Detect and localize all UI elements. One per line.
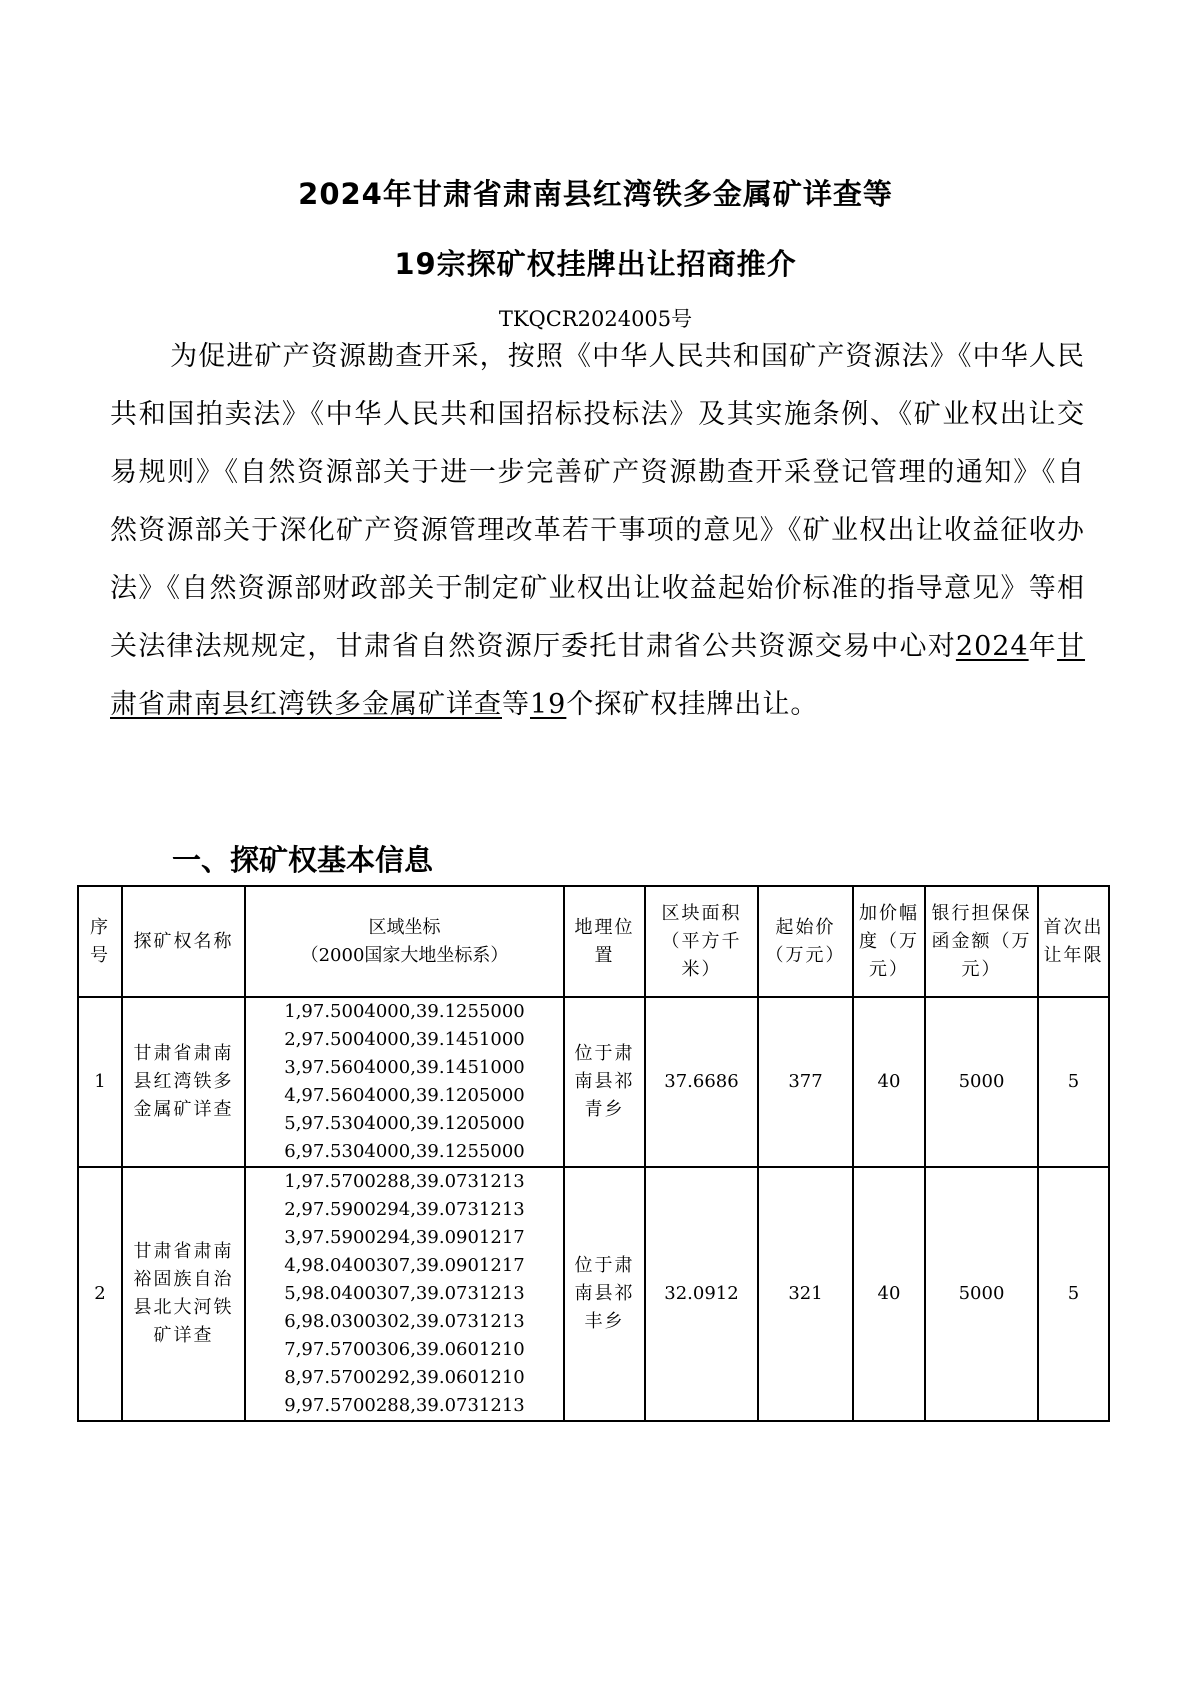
coord-line: 4,98.0400307,39.0901217 (284, 1255, 525, 1276)
cell-name: 甘肃省肃南县红湾铁多金属矿详查 (122, 997, 245, 1167)
coord-line: 1,97.5004000,39.1255000 (284, 1001, 525, 1022)
coord-line: 5,97.5304000,39.1205000 (284, 1113, 525, 1134)
cell-area: 32.0912 (645, 1167, 758, 1421)
coord-line: 9,97.5700288,39.0731213 (284, 1395, 525, 1416)
table-row (78, 1167, 1109, 1421)
intro-text-part1: 为促进矿产资源勘查开采，按照《中华人民共和国矿产资源法》《中华人民共和国拍卖法》《中华人民共和国招标投标法》及其实施条例、《矿业权出让交易规则》《自然资源部关于进一步完善矿产资源勘查开采登记管理的通知》《自然资源部关于深化矿产资源管理改革若干事项的意见》《矿业权出让收益征收办法》《自然资源部财政部关于制定矿业权出让收益起始价标准的指导意见》等相关法律法规规定，甘肃省自然资源厅委托甘肃省公共资源交易中心对 (110, 341, 1085, 662)
coord-line: 8,97.5700292,39.0601210 (284, 1367, 525, 1388)
coord-line: 1,97.5700288,39.0731213 (284, 1171, 525, 1192)
intro-text-part2: 年 (1028, 631, 1058, 662)
intro-text-part3: 等 (502, 689, 530, 720)
cell-coords (245, 997, 564, 1167)
cell-term: 5 (1038, 997, 1109, 1167)
intro-count: 19 (530, 689, 567, 720)
document-number: TKQCR2024005号 (498, 307, 693, 331)
cell-location: 位于肃南县祁丰乡 (564, 1167, 645, 1421)
table-row (78, 997, 1109, 1167)
coord-line: 4,97.5604000,39.1205000 (284, 1085, 525, 1106)
cell-increment: 40 (853, 997, 925, 1167)
header-location: 地理位置 (564, 886, 645, 997)
header-coords-line1: 区域坐标 (368, 916, 441, 938)
coord-line: 3,97.5900294,39.0901217 (284, 1227, 525, 1248)
intro-year: 2024 (955, 631, 1029, 662)
header-term: 首次出让年限 (1038, 886, 1109, 997)
cell-coords (245, 1167, 564, 1421)
coord-line: 2,97.5900294,39.0731213 (284, 1199, 525, 1220)
cell-guarantee: 5000 (925, 1167, 1038, 1421)
header-increment: 加价幅度（万元） (853, 886, 925, 997)
coord-line: 5,98.0400307,39.0731213 (284, 1283, 525, 1304)
mining-rights-table (77, 885, 1110, 1422)
cell-increment: 40 (853, 1167, 925, 1421)
cell-name: 甘肃省肃南裕固族自治县北大河铁矿详查 (122, 1167, 245, 1421)
coord-line: 3,97.5604000,39.1451000 (284, 1057, 525, 1078)
cell-guarantee: 5000 (925, 997, 1038, 1167)
cell-seq: 2 (78, 1167, 122, 1421)
cell-area: 37.6686 (645, 997, 758, 1167)
coord-line: 6,97.5304000,39.1255000 (284, 1141, 525, 1162)
cell-seq: 1 (78, 997, 122, 1167)
document-title-line1: 2024年甘肃省肃南县红湾铁多金属矿详查等 (298, 177, 893, 211)
cell-term: 5 (1038, 1167, 1109, 1421)
cell-location: 位于肃南县祁青乡 (564, 997, 645, 1167)
intro-text-part4: 个探矿权挂牌出让。 (566, 689, 819, 720)
header-name: 探矿权名称 (122, 886, 245, 997)
cell-start-price: 377 (758, 997, 853, 1167)
intro-paragraph (110, 328, 1085, 734)
section-heading: 一、探矿权基本信息 (172, 843, 434, 877)
coord-line: 7,97.5700306,39.0601210 (284, 1339, 525, 1360)
coord-line: 2,97.5004000,39.1451000 (284, 1029, 525, 1050)
header-guarantee: 银行担保保函金额（万元） (925, 886, 1038, 997)
header-seq: 序号 (78, 886, 122, 997)
header-start-price: 起始价（万元） (758, 886, 853, 997)
table-header-row (78, 886, 1109, 997)
intro-project-name: 甘肃省肃南县红湾铁多金属矿详查 (110, 631, 1086, 720)
header-coords-line2: （2000国家大地坐标系） (300, 944, 509, 966)
cell-start-price: 321 (758, 1167, 853, 1421)
header-area: 区块面积（平方千米） (645, 886, 758, 997)
document-title-line2: 19宗探矿权挂牌出让招商推介 (394, 247, 797, 281)
coord-line: 6,98.0300302,39.0731213 (284, 1311, 525, 1332)
header-coords (245, 886, 564, 997)
